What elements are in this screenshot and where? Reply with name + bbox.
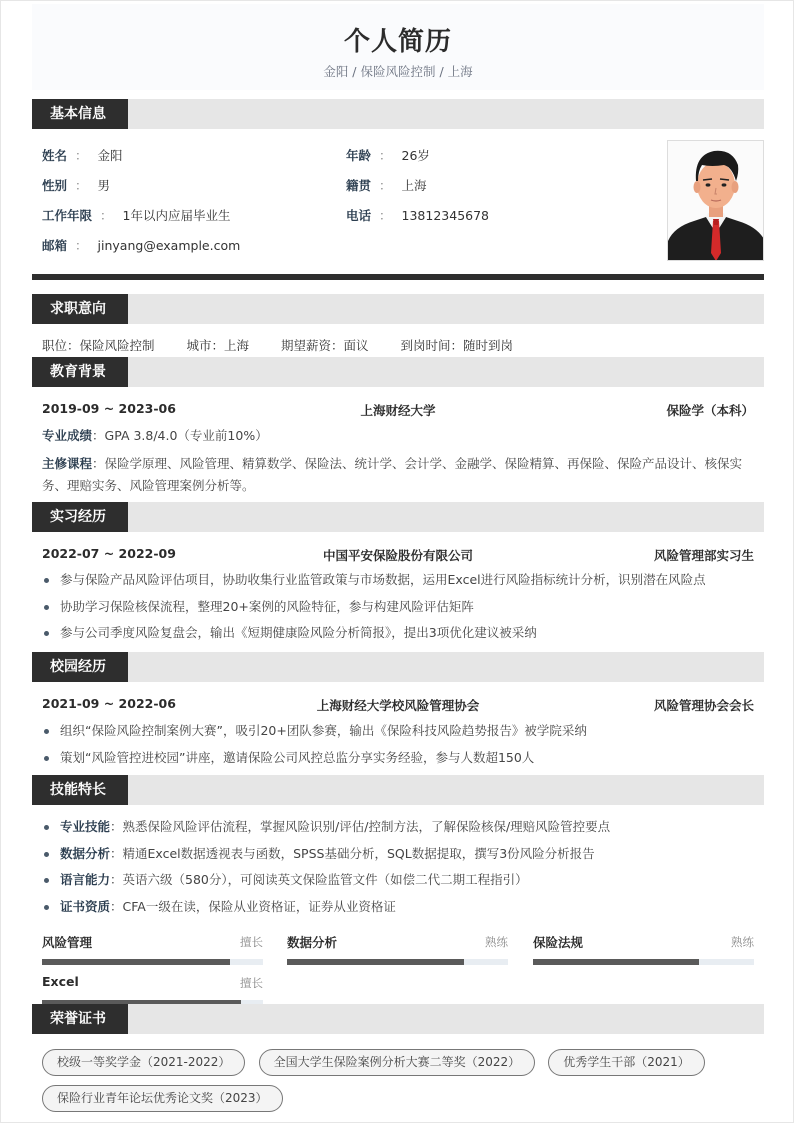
skill-progress-track [287, 959, 508, 965]
skill-bar: 保险法规 熟练 [533, 933, 754, 969]
list-item: 协助学习保险核保流程，整理20+案例的风险特征，参与构建风险评估矩阵 [42, 594, 754, 621]
section-title: 实习经历 [32, 502, 128, 532]
info-gender: 性别 ： 男 [42, 178, 111, 193]
skill-progress-track [42, 959, 263, 965]
campus-bullets [42, 718, 754, 771]
section-campus [32, 652, 764, 682]
skill-progress-fill [533, 959, 699, 965]
list-item: 证书资质：CFA一级在读，保险从业资格证，证券从业资格证 [42, 894, 754, 921]
info-phone: 电话 ： 13812345678 [346, 208, 490, 223]
honor-badge: 全国大学生保险案例分析大赛二等奖（2022） [259, 1049, 536, 1076]
campus-role: 风险管理协会会长 [653, 698, 754, 713]
skill-bar: Excel 擅长 [42, 974, 263, 1010]
honor-badge: 优秀学生干部（2021） [548, 1049, 705, 1076]
section-title: 校园经历 [32, 652, 128, 682]
honor-badge: 校级一等奖学金（2021-2022） [42, 1049, 245, 1076]
skill-bar: 数据分析 熟练 [287, 933, 508, 969]
education-courses: 主修课程：保险学原理、风险管理、精算数学、保险法、统计学、会计学、金融学、保险精算、再保险、保险产品设计、核保实务、理赔实务、风险管理案例分析等。 [42, 456, 743, 493]
internship-role: 风险管理部实习生 [653, 548, 754, 563]
education-gpa: 专业成绩：GPA 3.8/4.0（专业前10%） [42, 428, 268, 443]
avatar-photo [667, 140, 764, 261]
page-title: 个人简历 [343, 27, 452, 57]
skill-bar: 风险管理 擅长 [42, 933, 263, 969]
section-skills [32, 775, 764, 805]
education-school: 上海财经大学 [360, 403, 436, 418]
campus-org: 上海财经大学校风险管理协会 [316, 698, 480, 713]
resume-header [32, 4, 764, 90]
internship-entry-head [42, 546, 754, 566]
section-basic-info [32, 99, 764, 129]
internship-company: 中国平安保险股份有限公司 [322, 548, 473, 563]
honor-badge: 保险行业青年论坛优秀论文奖（2023） [42, 1085, 283, 1112]
avatar-illustration-icon [668, 141, 764, 261]
job-intent-row [42, 337, 541, 355]
info-email: 邮箱 ： jinyang@example.com [42, 238, 241, 253]
section-title: 技能特长 [32, 775, 128, 805]
honors-list [42, 1049, 754, 1121]
campus-period: 2021-09 ~ 2022-06 [42, 696, 176, 711]
campus-entry-head [42, 696, 754, 716]
info-hometown: 籍贯 ： 上海 [346, 178, 427, 193]
section-honors [32, 1004, 764, 1034]
list-item: 语言能力：英语六级（580分），可阅读英文保险监管文件（如偿二代二期工程指引） [42, 867, 754, 894]
section-title: 荣誉证书 [32, 1004, 128, 1034]
intent-city: 城市：上海 [186, 338, 250, 353]
education-major: 保险学（本科） [666, 403, 754, 418]
page-subtitle: 金阳 / 保险风险控制 / 上海 [323, 64, 473, 79]
section-internship [32, 502, 764, 532]
internship-bullets [42, 567, 754, 647]
internship-period: 2022-07 ~ 2022-09 [42, 546, 176, 561]
section-job-intent [32, 294, 764, 324]
list-item: 策划“风险管控进校园”讲座，邀请保险公司风控总监分享实务经验，参与人数超150人 [42, 745, 754, 772]
list-item: 数据分析：精通Excel数据透视表与函数，SPSS基础分析，SQL数据提取，撰写3份风险分析报告 [42, 841, 754, 868]
skill-progress-track [533, 959, 754, 965]
list-item: 参与公司季度风险复盘会，输出《短期健康险风险分析简报》，提出3项优化建议被采纳 [42, 620, 754, 647]
skill-progress-fill [287, 959, 464, 965]
skills-bullets [42, 814, 754, 920]
section-title: 教育背景 [32, 357, 128, 387]
skill-progress-fill [42, 959, 230, 965]
education-entry-head [42, 401, 754, 421]
list-item: 参与保险产品风险评估项目，协助收集行业监管政策与市场数据，运用Excel进行风险指标统计分析，识别潜在风险点 [42, 567, 754, 594]
info-name: 姓名 ： 金阳 [42, 148, 123, 163]
intent-salary: 期望薪资：面议 [281, 338, 369, 353]
email-link[interactable]: jinyang@example.com [97, 238, 241, 253]
section-education [32, 357, 764, 387]
info-age: 年龄 ： 26岁 [346, 148, 430, 163]
info-experience: 工作年限 ： 1年以内应届毕业生 [42, 208, 231, 223]
section-title: 求职意向 [32, 294, 128, 324]
section-divider [32, 274, 764, 280]
list-item: 组织“保险风险控制案例大赛”，吸引20+团队参赛，输出《保险科技风险趋势报告》被学院采纳 [42, 718, 754, 745]
list-item: 专业技能：熟悉保险风险评估流程，掌握风险识别/评估/控制方法，了解保险核保/理赔风险管控要点 [42, 814, 754, 841]
intent-availability: 到岗时间：随时到岗 [400, 338, 514, 353]
education-period: 2019-09 ~ 2023-06 [42, 401, 176, 416]
intent-position: 职位：保险风险控制 [42, 338, 155, 353]
section-title: 基本信息 [32, 99, 128, 129]
